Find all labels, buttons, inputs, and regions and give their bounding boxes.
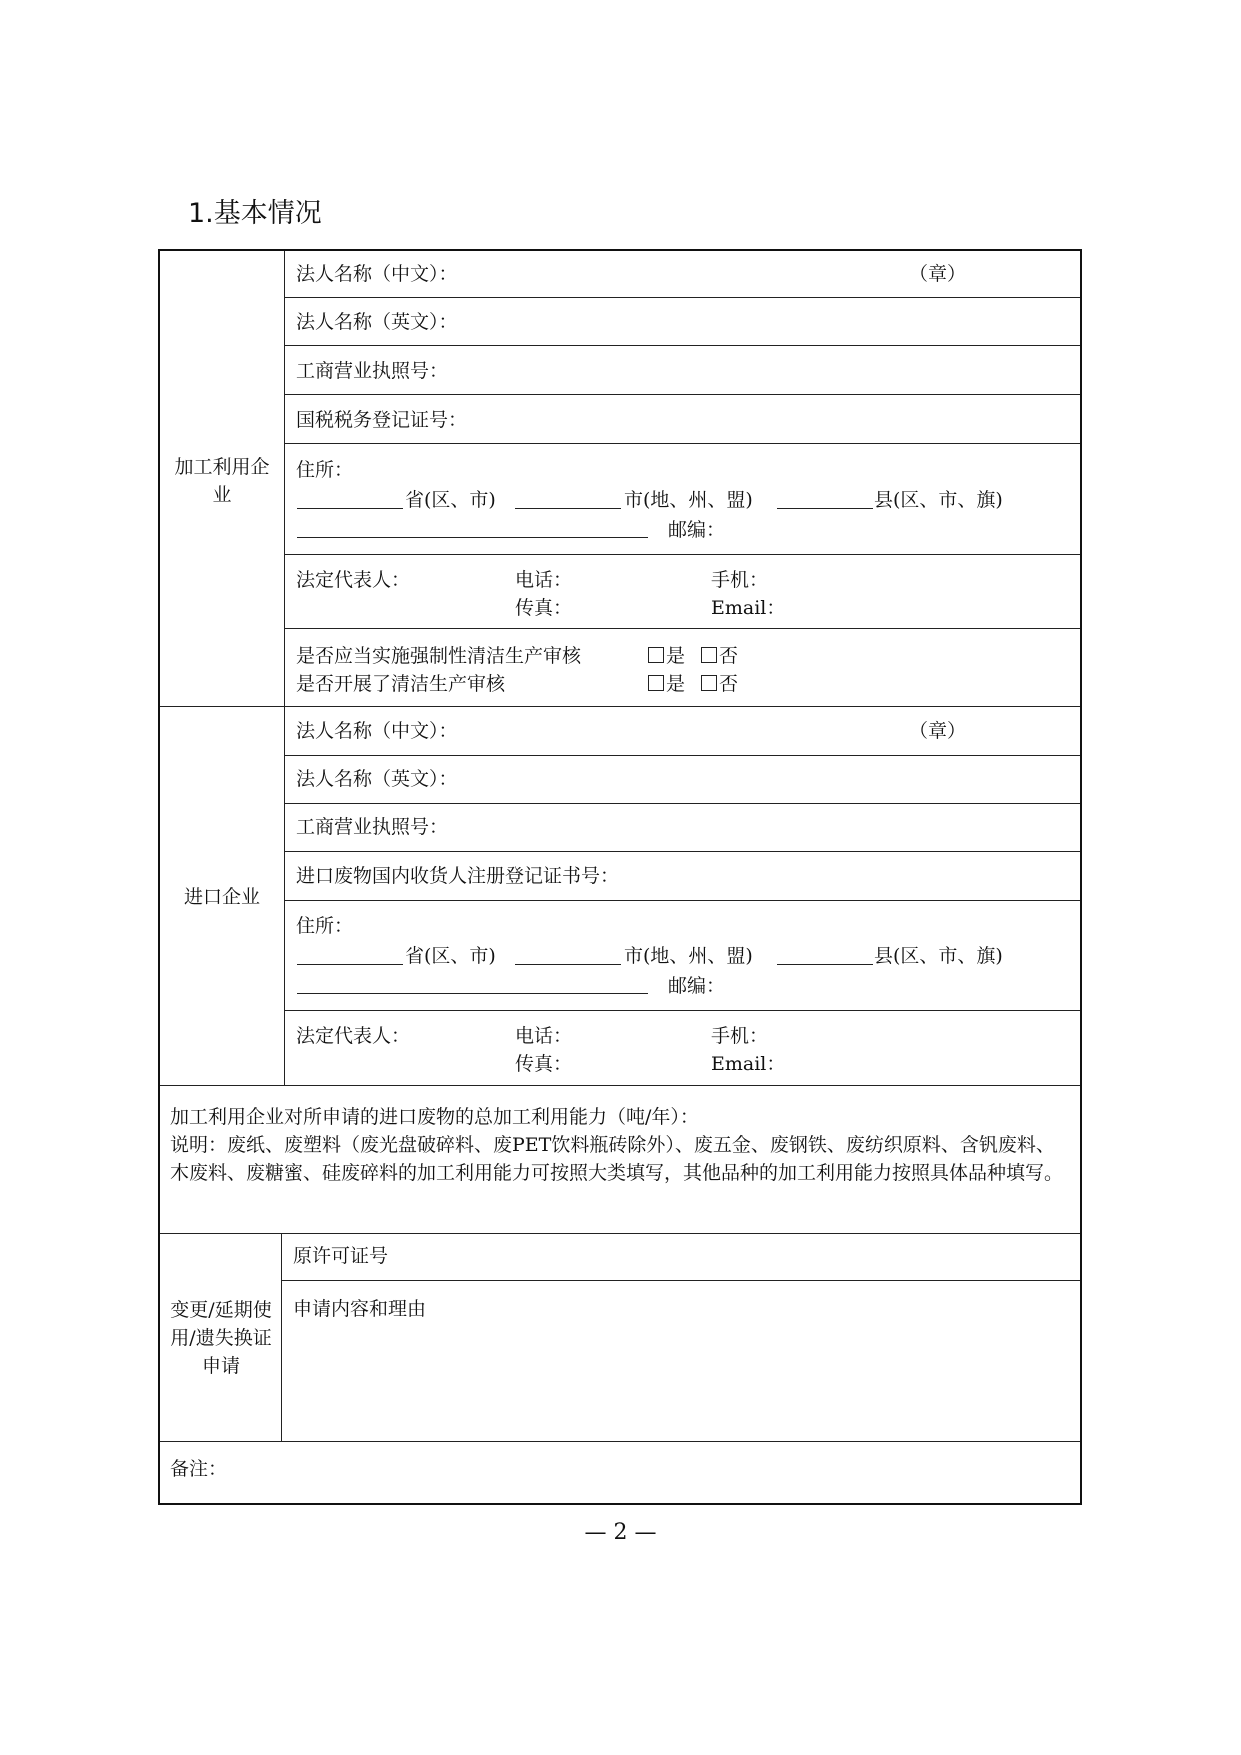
import-legal-name-cn-field[interactable]: 法人名称（中文）： <box>296 720 458 742</box>
capacity-note: 说明：废纸、废塑料（废光盘破碎料、废PET饮料瓶砖除外）、废五金、废钢铁、废纺织原料、含钒废料、木废料、废糖蜜、硅废碎料的加工利用能力可按照大类填写，其他品种的加工利用能力按照具体品种填写。 <box>170 1134 1064 1184</box>
column-divider-lower <box>281 1233 282 1441</box>
seal-mark: （章） <box>909 263 967 285</box>
email-field[interactable]: Email： <box>711 597 786 619</box>
import-street-blank[interactable] <box>297 976 648 994</box>
import-county-blank[interactable] <box>777 947 873 965</box>
import-county-label: 县(区、市、旗) <box>874 945 1003 967</box>
address-label: 住所： <box>296 459 354 481</box>
legal-name-cn-field[interactable]: 法人名称（中文）： <box>296 263 458 285</box>
import-legal-name-en-field[interactable]: 法人名称（英文）： <box>296 768 458 790</box>
import-business-license-field[interactable]: 工商营业执照号： <box>296 816 449 838</box>
mandatory-audit-yes-option[interactable]: 是 <box>648 647 685 666</box>
audit-conducted-question: 是否开展了清洁生产审核 <box>296 673 506 695</box>
column-divider-upper <box>284 251 285 1085</box>
postcode-field[interactable]: 邮编： <box>668 519 726 541</box>
checkbox-icon[interactable] <box>701 647 717 663</box>
street-blank[interactable] <box>297 520 648 538</box>
import-address-label: 住所： <box>296 915 354 937</box>
city-label: 市(地、州、盟) <box>624 489 753 511</box>
page-number: — 2 — <box>584 1520 657 1545</box>
import-phone-field[interactable]: 电话： <box>515 1025 573 1047</box>
mobile-field[interactable]: 手机： <box>711 569 769 591</box>
checkbox-icon[interactable] <box>648 675 664 691</box>
application-reason-field[interactable]: 申请内容和理由 <box>293 1298 427 1320</box>
import-province-blank[interactable] <box>297 947 403 965</box>
section-divider <box>160 706 1080 707</box>
consignee-registration-field[interactable]: 进口废物国内收货人注册登记证书号： <box>296 865 620 887</box>
province-blank[interactable] <box>297 491 403 509</box>
tax-registration-field[interactable]: 国税税务登记证号： <box>296 409 468 431</box>
import-postcode-field[interactable]: 邮编： <box>668 975 726 997</box>
checkbox-icon[interactable] <box>701 675 717 691</box>
import-email-field[interactable]: Email： <box>711 1053 786 1075</box>
import-mobile-field[interactable]: 手机： <box>711 1025 769 1047</box>
audit-conducted-yes-option[interactable]: 是 <box>648 675 685 694</box>
change-application-label: 变更/延期使用/遗失换证申请 <box>170 1299 272 1377</box>
section-divider <box>160 1441 1080 1442</box>
import-city-label: 市(地、州、盟) <box>624 945 753 967</box>
fax-field[interactable]: 传真： <box>515 597 573 619</box>
section-divider <box>160 1085 1080 1086</box>
capacity-title: 加工利用企业对所申请的进口废物的总加工利用能力（吨/年）： <box>170 1106 699 1128</box>
city-blank[interactable] <box>515 491 621 509</box>
county-label: 县(区、市、旗) <box>874 489 1003 511</box>
application-form-table <box>158 249 1082 1505</box>
phone-field[interactable]: 电话： <box>515 569 573 591</box>
processing-enterprise-label: 加工利用企业 <box>174 456 270 506</box>
import-seal-mark: （章） <box>909 720 967 742</box>
province-label: 省(区、市) <box>405 489 496 511</box>
section-divider <box>160 1233 1080 1234</box>
legal-name-en-field[interactable]: 法人名称（英文）： <box>296 311 458 333</box>
import-fax-field[interactable]: 传真： <box>515 1053 573 1075</box>
checkbox-icon[interactable] <box>648 647 664 663</box>
original-license-field[interactable]: 原许可证号 <box>293 1245 389 1267</box>
legal-representative-field[interactable]: 法定代表人： <box>296 569 411 591</box>
mandatory-audit-no-option[interactable]: 否 <box>701 647 738 666</box>
business-license-field[interactable]: 工商营业执照号： <box>296 360 449 382</box>
import-enterprise-label: 进口企业 <box>183 886 260 908</box>
county-blank[interactable] <box>777 491 873 509</box>
audit-conducted-no-option[interactable]: 否 <box>701 675 738 694</box>
import-city-blank[interactable] <box>515 947 621 965</box>
remarks-field[interactable]: 备注： <box>170 1458 228 1480</box>
import-province-label: 省(区、市) <box>405 945 496 967</box>
mandatory-audit-question: 是否应当实施强制性清洁生产审核 <box>296 645 582 667</box>
import-legal-representative-field[interactable]: 法定代表人： <box>296 1025 411 1047</box>
page-title: 1.基本情况 <box>188 198 322 229</box>
